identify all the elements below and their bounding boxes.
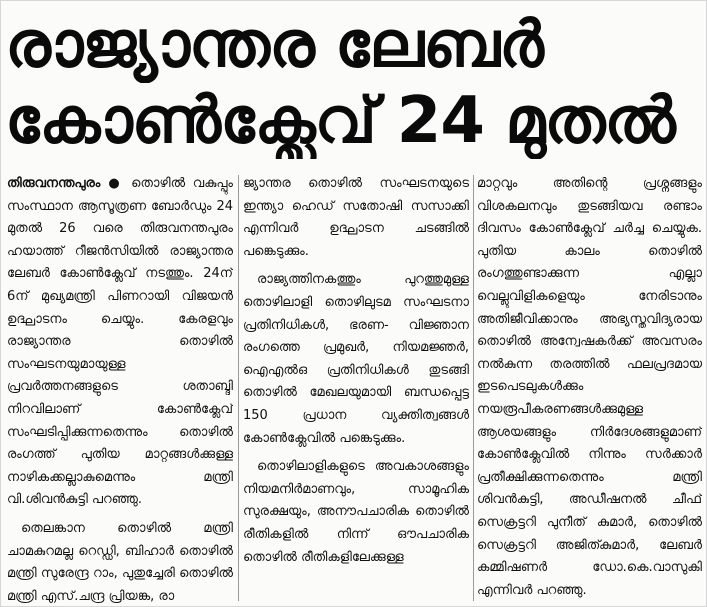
dateline: തിരുവനന്തപുരം ● (7, 176, 124, 191)
headline-line-1: രാജ്യാന്തര ലേബർ (5, 8, 543, 82)
paragraph-text: തൊഴിൽ വകുപ്പും സംസ്ഥാന ആസൂത്രണ ബോർഡും 24 മുതൽ 26 വരെ തിരുവനന്തപുരം ഹയാത്ത് റീജൻസിയിൽ രാജ്യാന്തര ലേബർ കോൺക്ലേവ് നടത്തും. 24ന് 6ന് മുഖ്യമന്ത്രി പിണറായി വിജയൻ ഉദ്ഘാടനം ചെയ്യും. കേരളവും രാജ്യാന്തര തൊഴിൽ സംഘടനയുമായുള്ള പ്രവർത്തനങ്ങളുടെ ശതാബ്ദി നിറവിലാണ് കോൺക്ലേവ് സംഘടിപ്പിക്കുന്നതെന്നും തൊഴിൽ രംഗത്ത് പുതിയ മാറ്റങ്ങൾക്കുള്ള നാഴികക്കല്ലാകുമെന്നും മന്ത്രി വി.ശിവൻകുട്ടി പറഞ്ഞു. (7, 176, 233, 508)
article-paragraph (7, 173, 233, 512)
article-column-3 (477, 173, 702, 603)
article-paragraph: രാജ്യത്തിനകത്തും പുറത്തുമുള്ള തൊഴിലാളി തൊഴിലുടമ സംഘടനാ പ്രതിനിധികൾ, ഭരണ- വിജ്ഞാന രംഗത്തെ പ്രമുഖർ, നിയമജ്ഞർ, ഐഎൽഒ പ്രതിനിധികൾ തുടങ്ങി തൊഴിൽ മേഖലയുമായി ബന്ധപ്പെട്ട 150 പ്രധാന വ്യക്തിത്വങ്ങൾ കോൺക്ലേവിൽ പങ്കെടുക്കും. (243, 272, 469, 446)
article-column-2 (243, 173, 469, 603)
article-paragraph: തൊഴിലാളികളുടെ അവകാശങ്ങളും നിയമനിർമാണവും, സാമൂഹിക സുരക്ഷയും, അനൗപചാരിക തൊഴിൽ രീതികളിൽ നിന്ന് ഔപചാരിക തൊഴിൽ രീതികളിലേക്കുള്ള (243, 459, 469, 565)
article-paragraph: തെലങ്കാന തൊഴിൽ മന്ത്രി ചാമകുറമല്ല റെഡ്ഡി, ബിഹാർ തൊഴിൽ മന്ത്രി സുരേന്ദ്ര റാം, പുതുച്ചേരി തൊഴിൽ മന്ത്രി എസ്.ചന്ദ്ര പ്രിയങ്ക, രാ (7, 520, 233, 603)
article-body (7, 173, 702, 603)
article-column-1 (7, 173, 233, 603)
article-paragraph: മാറ്റവും അതിന്റെ പ്രശ്നങ്ങളും വിശകലനവും തുടങ്ങിയവ രണ്ടാം ദിവസം കോൺക്ലേവ് ചർച്ച ചെയ്യുക. പുതിയ കാലം തൊഴിൽ രംഗത്തുണ്ടാക്കുന്ന എല്ലാ വെല്ലുവിളികളെയും നേരിടാനും അതിജീവിക്കാനും അഭ്യസ്തവിദ്യരായ തൊഴിൽ അന്വേഷകർക്ക് അവസരം നൽകുന്ന തരത്തിൽ ഫലപ്രദമായ ഇടപെടലുകൾക്കും നയരൂപീകരണങ്ങൾക്കുമുള്ള ആശയങ്ങളും നിർദേശങ്ങളുമാണ് കോൺക്ലേവിൽ നിന്നും സർക്കാർ പ്രതീക്ഷിക്കുന്നതെന്നും മന്ത്രി ശിവൻകുട്ടി, അഡീഷനൽ ചീഫ് സെക്രട്ടറി പുനീത് കുമാർ, തൊഴിൽ സെക്രട്ടറി അജിത്കുമാർ, ലേബർ കമ്മിഷണർ ഡോ.കെ.വാസുകി എന്നിവർ പറഞ്ഞു. (477, 176, 702, 598)
article-paragraph: ജ്യാന്തര തൊഴിൽ സംഘടനയുടെ ഇന്ത്യാ ഹെഡ് സതോഷി സസാക്കി എന്നിവർ ഉദ്ഘാടന ചടങ്ങിൽ പങ്കെടുക്കും. (243, 176, 469, 259)
headline-line-2: കോൺക്ലേവ് 24 മുതൽ (5, 84, 675, 158)
